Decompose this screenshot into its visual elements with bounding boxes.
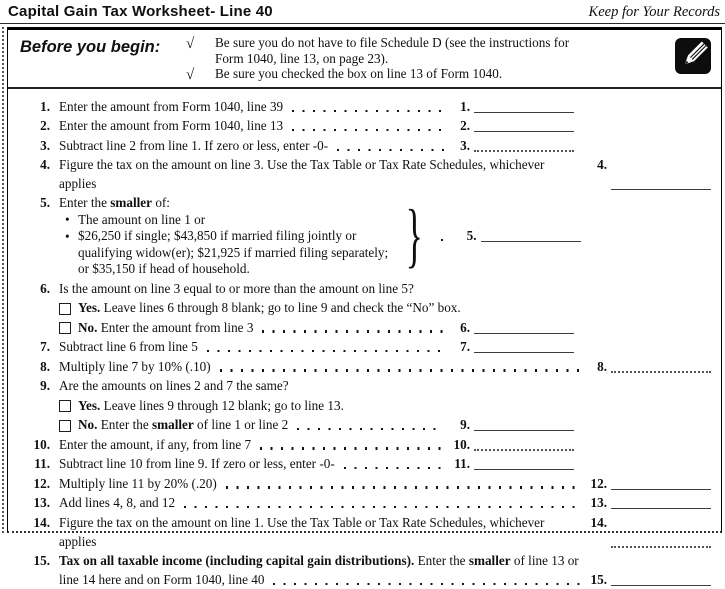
line-text: Multiply line 11 by 20% (.20) <box>59 475 217 491</box>
dot-leader <box>262 330 444 332</box>
check-text: Be sure you do not have to file Schedule D (see the instructions for <box>215 35 570 50</box>
line-number: 9. <box>40 378 50 394</box>
line-6-no-checkbox[interactable] <box>59 322 71 334</box>
line-number: 14. <box>33 514 50 530</box>
line-text: Add lines 4, 8, and 12 <box>59 495 176 511</box>
amount-label: 9. <box>460 417 470 433</box>
line-number: 1. <box>40 98 50 114</box>
amount-label: 13. <box>590 495 607 511</box>
amount-label: 5. <box>466 228 477 244</box>
dot-leader <box>184 506 581 508</box>
amount-label: 8. <box>597 358 607 374</box>
line-number: 10. <box>33 436 50 452</box>
line-text: Multiply line 7 by 10% (.10) <box>59 358 211 374</box>
keep-for-records-note: Keep for Your Records <box>588 4 720 20</box>
line-9-no-option <box>22 415 715 434</box>
amount-label: 14. <box>590 514 607 530</box>
before-you-begin-section <box>8 30 721 89</box>
dot-leader <box>273 583 581 585</box>
line-text: Enter the smaller of: <box>59 194 170 210</box>
amount-label: 1. <box>460 98 470 114</box>
line-number: 5. <box>40 194 50 210</box>
line-4-amount-field[interactable] <box>611 189 711 190</box>
line-text: Subtract line 10 from line 9. If zero or less, enter -0- <box>59 456 335 472</box>
dot-leader <box>226 486 581 488</box>
line-9-yes-option <box>22 396 715 415</box>
option-text: No. Enter the smaller of line 1 or line 2 <box>78 417 289 433</box>
line-number: 3. <box>40 137 50 153</box>
check-text: Be sure you checked the box on line 13 of Form 1040. <box>215 65 503 81</box>
worksheet-line-1 <box>22 97 715 116</box>
worksheet-line-3 <box>22 136 715 155</box>
line-10-amount-field[interactable] <box>474 449 574 451</box>
line-number: 7. <box>40 339 50 355</box>
worksheet-line-12 <box>22 474 715 493</box>
line-15-amount-field[interactable] <box>611 585 711 586</box>
line-11-amount-field[interactable] <box>474 469 574 470</box>
worksheet-line-11 <box>22 454 715 473</box>
worksheet-line-9 <box>22 376 715 395</box>
amount-label: 2. <box>460 118 470 134</box>
option-text: Yes. Leave lines 9 through 12 blank; go to line 13. <box>78 397 344 413</box>
worksheet-line-14 <box>22 513 715 551</box>
worksheet-line-5 <box>22 194 715 278</box>
amount-label: 4. <box>597 157 607 173</box>
line-6-yes-option <box>22 298 715 317</box>
line-1-amount-field[interactable] <box>474 112 574 113</box>
page-title: Capital Gain Tax Worksheet- Line 40 <box>8 3 273 20</box>
intro-check-item <box>186 67 646 83</box>
line-text: Figure the tax on the amount on line 3. Use the Tax Table or Tax Rate Schedules, whichever applies <box>59 157 545 192</box>
amount-label: 11. <box>454 456 470 472</box>
option-text: No. Enter the amount from line 3 <box>78 319 254 335</box>
line-number: 4. <box>40 157 50 173</box>
line-13-amount-field[interactable] <box>611 508 711 509</box>
intro-check-item <box>186 36 646 52</box>
line-text: Subtract line 2 from line 1. If zero or less, enter -0- <box>59 137 329 153</box>
worksheet-box <box>7 27 722 588</box>
line-number: 8. <box>40 358 50 374</box>
line-6-no-option <box>22 318 715 337</box>
brace-glyph: } <box>405 195 423 276</box>
spacer <box>571 187 581 189</box>
bullet-item <box>65 211 399 228</box>
checkmark-icon: √ <box>186 36 195 52</box>
worksheet-line-4 <box>22 155 715 193</box>
bullet-icon: • <box>65 229 70 245</box>
line-9-no-checkbox[interactable] <box>59 420 71 432</box>
line-question: Are the amounts on lines 2 and 7 the same? <box>59 378 289 394</box>
line-number: 13. <box>33 495 50 511</box>
dot-leader <box>344 467 444 469</box>
worksheet-line-6 <box>22 279 715 298</box>
worksheet-line-2 <box>22 116 715 135</box>
checkmark-icon: √ <box>186 66 195 83</box>
dot-leader <box>260 447 444 449</box>
worksheet-line-13 <box>22 493 715 512</box>
line-text: Enter the amount from Form 1040, line 13 <box>59 118 284 134</box>
dot-leader <box>292 129 444 131</box>
line-text: line 14 here and on Form 1040, line 40 <box>59 572 265 588</box>
line-number: 6. <box>40 280 50 296</box>
before-you-begin-label: Before you begin: <box>20 38 161 56</box>
line-6-amount-field[interactable] <box>474 333 574 334</box>
intro-checklist <box>186 36 646 83</box>
line-12-amount-field[interactable] <box>611 489 711 490</box>
worksheet-line-10 <box>22 435 715 454</box>
line-text: Tax on all taxable income (including capital gain distributions). Enter the smaller of line 13 or <box>59 553 579 569</box>
amount-label: 15. <box>590 572 607 588</box>
page-header <box>0 0 725 21</box>
check-text: Form 1040, line 13, on page 23). <box>215 51 389 66</box>
line-5-amount-field[interactable] <box>481 241 581 242</box>
dot-leader <box>297 428 444 430</box>
dot-leader <box>441 239 451 241</box>
worksheet-lines <box>8 89 721 589</box>
dot-leader <box>207 350 444 352</box>
amount-label: 3. <box>460 137 470 153</box>
spacer <box>571 544 581 546</box>
worksheet-line-7 <box>22 337 715 356</box>
line-9-yes-checkbox[interactable] <box>59 400 71 412</box>
bullet-item <box>65 228 399 278</box>
line-text: Figure the tax on the amount on line 1. Use the Tax Table or Tax Rate Schedules, whichever applies <box>59 514 545 549</box>
line-number: 12. <box>33 475 50 491</box>
line-number: 11. <box>34 456 50 472</box>
line-6-yes-checkbox[interactable] <box>59 303 71 315</box>
line-3-amount-field[interactable] <box>474 150 574 152</box>
worksheet-line-15 <box>22 551 715 589</box>
line-2-amount-field[interactable] <box>474 131 574 132</box>
line-7-amount-field[interactable] <box>474 352 574 353</box>
amount-label: 10. <box>453 436 470 452</box>
line-text: Enter the amount, if any, from line 7 <box>59 436 252 452</box>
line-14-amount-field[interactable] <box>611 546 711 548</box>
line-9-amount-field[interactable] <box>474 430 574 431</box>
header-divider <box>0 23 725 24</box>
line-question: Is the amount on line 3 equal to or more than the amount on line 5? <box>59 280 414 296</box>
line-number: 15. <box>33 553 50 569</box>
pencil-icon <box>674 37 712 79</box>
worksheet-line-8 <box>22 357 715 376</box>
amount-label: 7. <box>460 339 470 355</box>
dot-leader <box>337 149 444 151</box>
dot-leader <box>292 110 444 112</box>
line-text: Subtract line 6 from line 5 <box>59 339 198 355</box>
bullet-icon: • <box>65 212 70 228</box>
amount-label: 12. <box>590 475 607 491</box>
bullet-text: $26,250 if single; $43,850 if married filing jointly or qualifying widow(er); $21,925 if married filing separately; or $35,150 if head of household. <box>78 228 389 277</box>
line-text: Enter the amount from Form 1040, line 39 <box>59 98 284 114</box>
option-text: Yes. Leave lines 6 through 8 blank; go to line 9 and check the “No” box. <box>78 300 461 316</box>
bullet-text: The amount on line 1 or <box>78 212 206 228</box>
line-8-amount-field[interactable] <box>611 371 711 373</box>
amount-label: 6. <box>460 319 470 335</box>
line-number: 2. <box>40 118 50 134</box>
dot-leader <box>220 369 581 371</box>
